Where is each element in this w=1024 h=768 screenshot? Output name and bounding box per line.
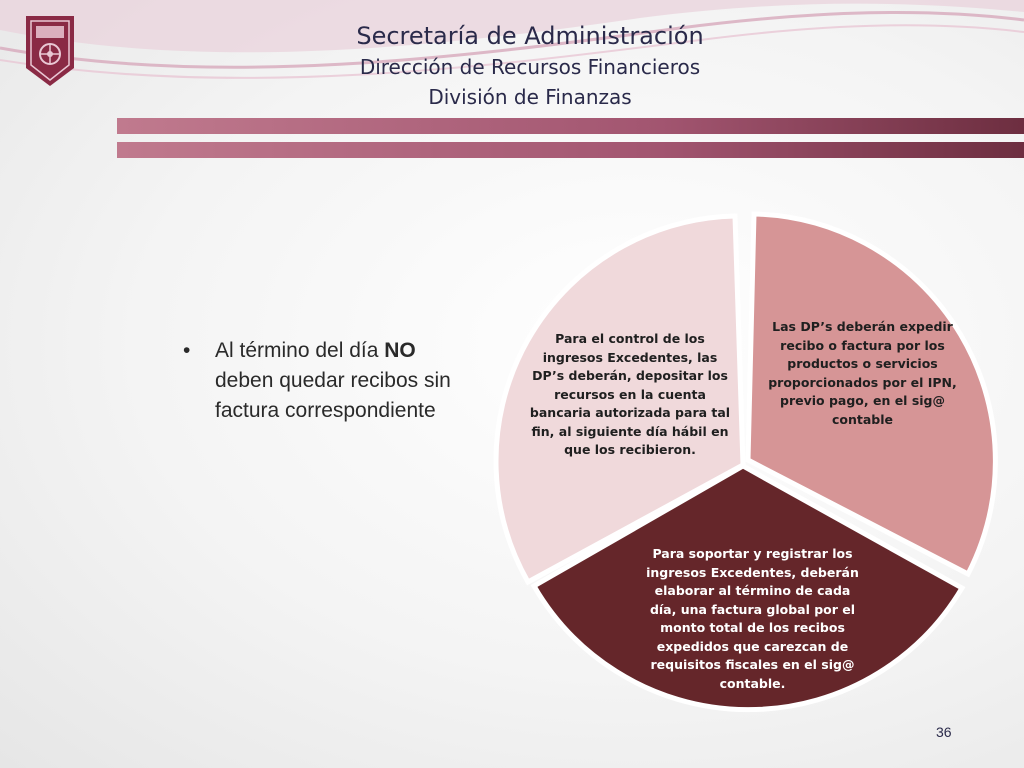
slide-header: [300, 20, 760, 112]
bullet-item: [185, 336, 465, 426]
bullet-emphasis: NO: [384, 339, 416, 362]
header-subtitle: Dirección de Recursos Financieros: [359, 55, 701, 79]
segment-factura-global-label: Para soportar y registrar los ingresos Excedentes, deberán elaborar al término de cada día, una factura global por el monto total de los recibos expedidos que carezcan de requisitos fiscales en el sig@ contable.: [646, 546, 859, 691]
header-title: Secretaría de Administración: [356, 22, 704, 50]
bullet-dot: •: [183, 339, 191, 362]
segment-control-ingresos-label: Para el control de los ingresos Excedentes, las DP’s deberán, depositar los recursos en la cuenta bancaria autorizada para tal fin, al siguiente día hábil en que los recibieron.: [529, 331, 731, 457]
bullet-text: Al término del día NO deben quedar recibos sin factura correspondiente: [215, 339, 451, 422]
header-division: División de Finanzas: [428, 85, 632, 109]
header-bar-top: [117, 118, 1024, 134]
header-bar-bottom: [117, 142, 1024, 158]
page-number: 36: [936, 724, 952, 740]
segment-expedir-recibo-label: Las DP’s deberán expedir recibo o factura por los productos o servicios proporcionados por el IPN, previo pago, en el sig@ contable: [768, 319, 957, 427]
ipn-logo-icon: [22, 12, 78, 90]
